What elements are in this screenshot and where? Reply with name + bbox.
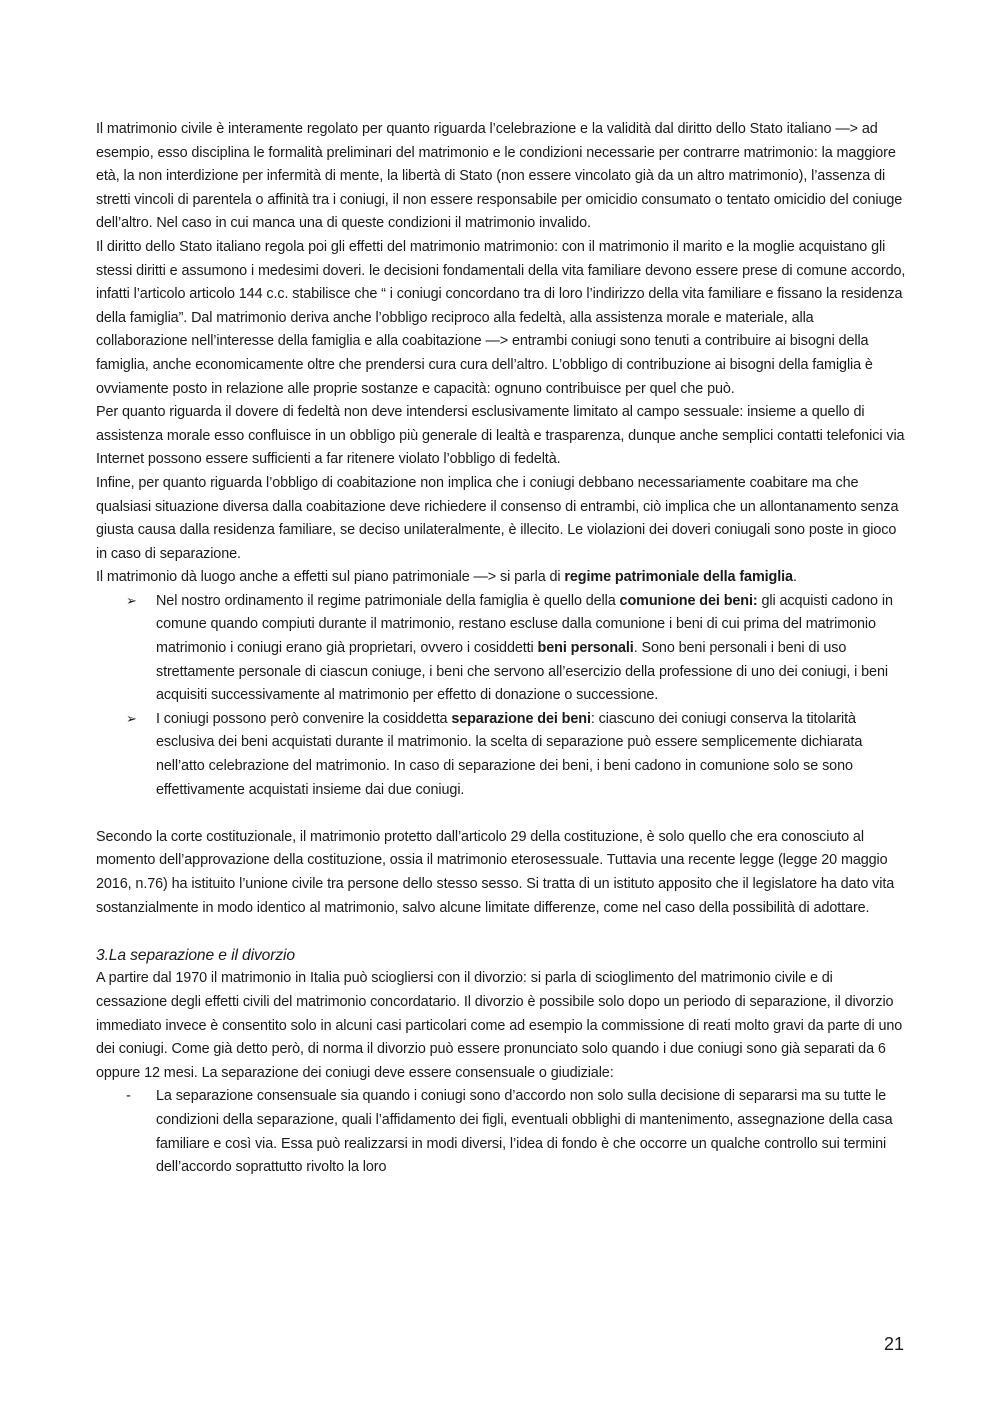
text-run: : ciascuno dei coniugi conserva la titolarità esclusiva dei beni acquistati durante il matrimonio. la scelta di separazione può essere semplicemente dichiarata nell’atto celebrazione del matrimonio. In caso di separazione dei beni, i beni cadono in comunione solo se sono effettivamente acquistati insieme dai due coniugi.: [156, 710, 863, 798]
paragraph-cohabitation: Infine, per quanto riguarda l’obbligo di coabitazione non implica che i coniugi debbano necessariamente coabitare ma che qualsiasi situazione diversa dalla coabitazione deve richiedere il consenso di entrambi, ciò implica che un allontanamento senza giusta causa dalla residenza familiare, se deciso unilateralmente, è illecito. Le violazioni dei doveri coniugali sono poste in gioco in caso di separazione.: [96, 474, 899, 562]
blank-line: [96, 920, 906, 944]
bold-term-personal-property: beni personali: [537, 640, 634, 657]
text-run: I coniugi possono però convenire la cosiddetta: [156, 710, 452, 727]
arrow-bullet-icon: ➢: [126, 593, 137, 609]
dash-bullet-icon: -: [126, 1088, 131, 1105]
property-regime-list: [96, 590, 906, 802]
paragraph-marriage-effects: Il diritto dello Stato italiano regola poi gli effetti del matrimonio matrimonio: con il matrimonio il marito e la moglie acquistano gli stessi diritti e assumono i medesimi doveri. le decisioni fondamentali della vita familiare devono essere prese di comune accordo, infatti l’articolo articolo 144 c.c. stabilisce che “ i coniugi concordano tra di loro l’indirizzo della vita familiare e fissano la residenza della famiglia”. Dal matrimonio deriva anche l’obbligo reciproco alla fedeltà, alla assistenza morale e materiale, alla collaborazione nell’interesse della famiglia e alla coabitazione —> entrambi coniugi sono tenuti a contribuire ai bisogni della famiglia, anche economicamente oltre che prendersi cura cura dell’altro. L’obbligo di contribuzione ai bisogni della famiglia è ovviamente posto in relazione alle proprie sostanze e capacità: ognuno contribuisce per quel che può.: [96, 238, 906, 397]
list-item-separate-property: [96, 708, 906, 802]
arrow-bullet-icon: ➢: [126, 711, 137, 727]
list-item-community-property: [96, 590, 906, 708]
paragraph-property-regime: [96, 566, 906, 590]
page-number: 21: [883, 1334, 904, 1354]
text-run: .: [792, 569, 797, 586]
bold-term-separate-property: separazione dei beni: [451, 710, 591, 727]
bold-term-community-property: comunione dei beni:: [619, 592, 758, 609]
page-body: [96, 118, 906, 1180]
text-run: gli acquisti cadono in comune quando compiuti durante il matrimonio, restano escluse dalla comunione i beni di cui prima del matrimonio matrimonio i coniugi erano già proprietari, ovvero i cosiddetti: [156, 592, 893, 657]
paragraph-constitutional-court: Secondo la corte costituzionale, il matrimonio protetto dall’articolo 29 della costituzione, è solo quello che era conosciuto al momento dell’approvazione della costituzione, ossia il matrimonio eterosessuale. Tuttavia una recente legge (legge 20 maggio 2016, n.76) ha istituito l’unione civile tra persone dello stesso sesso. Si tratta di un istituto apposito che il legislatore ha dato vita sostanzialmente in modo identico al matrimonio, salvo alcune limitate differenze, come nel caso della possibilità di adottare.: [96, 828, 895, 916]
paragraph-divorce: A partire dal 1970 il matrimonio in Italia può sciogliersi con il divorzio: si parla di scioglimento del matrimonio civile e di cessazione degli effetti civili del matrimonio concordatario. Il divorzio è possibile solo dopo un periodo di separazione, il divorzio immediato invece è consentito solo in alcuni casi particolari come ad esempio la commissione di reati molto gravi da parte di uno dei coniugi. Come già detto però, di norma il divorzio può essere pronunciato solo quando i due coniugi sono già separati da 6 oppure 12 mesi. La separazione dei coniugi deve essere consensuale o giudiziale:: [96, 970, 903, 1081]
bold-term-property-regime: regime patrimoniale della famiglia: [564, 569, 793, 586]
text-run: Il matrimonio dà luogo anche a effetti sul piano patrimoniale —> si parla di: [96, 569, 565, 586]
section-heading: 3.La separazione e il divorzio: [96, 946, 295, 964]
text-run: La separazione consensuale sia quando i coniugi sono d’accordo non solo sulla decisione di separarsi ma su tutte le condizioni della separazione, quali l’affidamento dei figli, eventuali obblighi di mantenimento, assegnazione della casa familiare e così via. Essa può realizzarsi in modi diversi, l’idea di fondo è che occorre un qualche controllo sui termini dell’accordo soprattutto rivolto la loro: [156, 1088, 893, 1176]
separation-types-list: [96, 1085, 906, 1179]
blank-line: [96, 802, 906, 826]
paragraph-civil-marriage: Il matrimonio civile è interamente regolato per quanto riguarda l’celebrazione e la validità dal diritto dello Stato italiano —> ad esempio, esso disciplina le formalità preliminari del matrimonio e le condizioni necessarie per contrarre matrimonio: la maggiore età, la non interdizione per infermità di mente, la libertà di Stato (non essere vincolato già da un altro matrimonio), l’assenza di stretti vincoli di parentela o affinità tra i coniugi, il non essere responsabile per omicidio consumato o tentato omicidio del coniuge dell’altro. Nel caso in cui manca una di queste condizioni il matrimonio invalido.: [96, 121, 903, 232]
paragraph-fidelity: Per quanto riguarda il dovere di fedeltà non deve intendersi esclusivamente limitato al campo sessuale: insieme a quello di assistenza morale esso confluisce in un obbligo più generale di lealtà e trasparenza, dunque anche semplici contatti telefonici via Internet possono essere sufficienti a far ritenere violato l’obbligo di fedeltà.: [96, 404, 905, 468]
text-run: . Sono beni personali i beni di uso strettamente personale di ciascun coniuge, i beni che servono all’esercizio della professione di uno dei coniugi, i beni acquisiti successivamente al matrimonio per effetto di donazione o successione.: [156, 640, 888, 704]
list-item-consensual-separation: [96, 1085, 906, 1179]
text-run: Nel nostro ordinamento il regime patrimoniale della famiglia è quello della: [156, 592, 620, 609]
